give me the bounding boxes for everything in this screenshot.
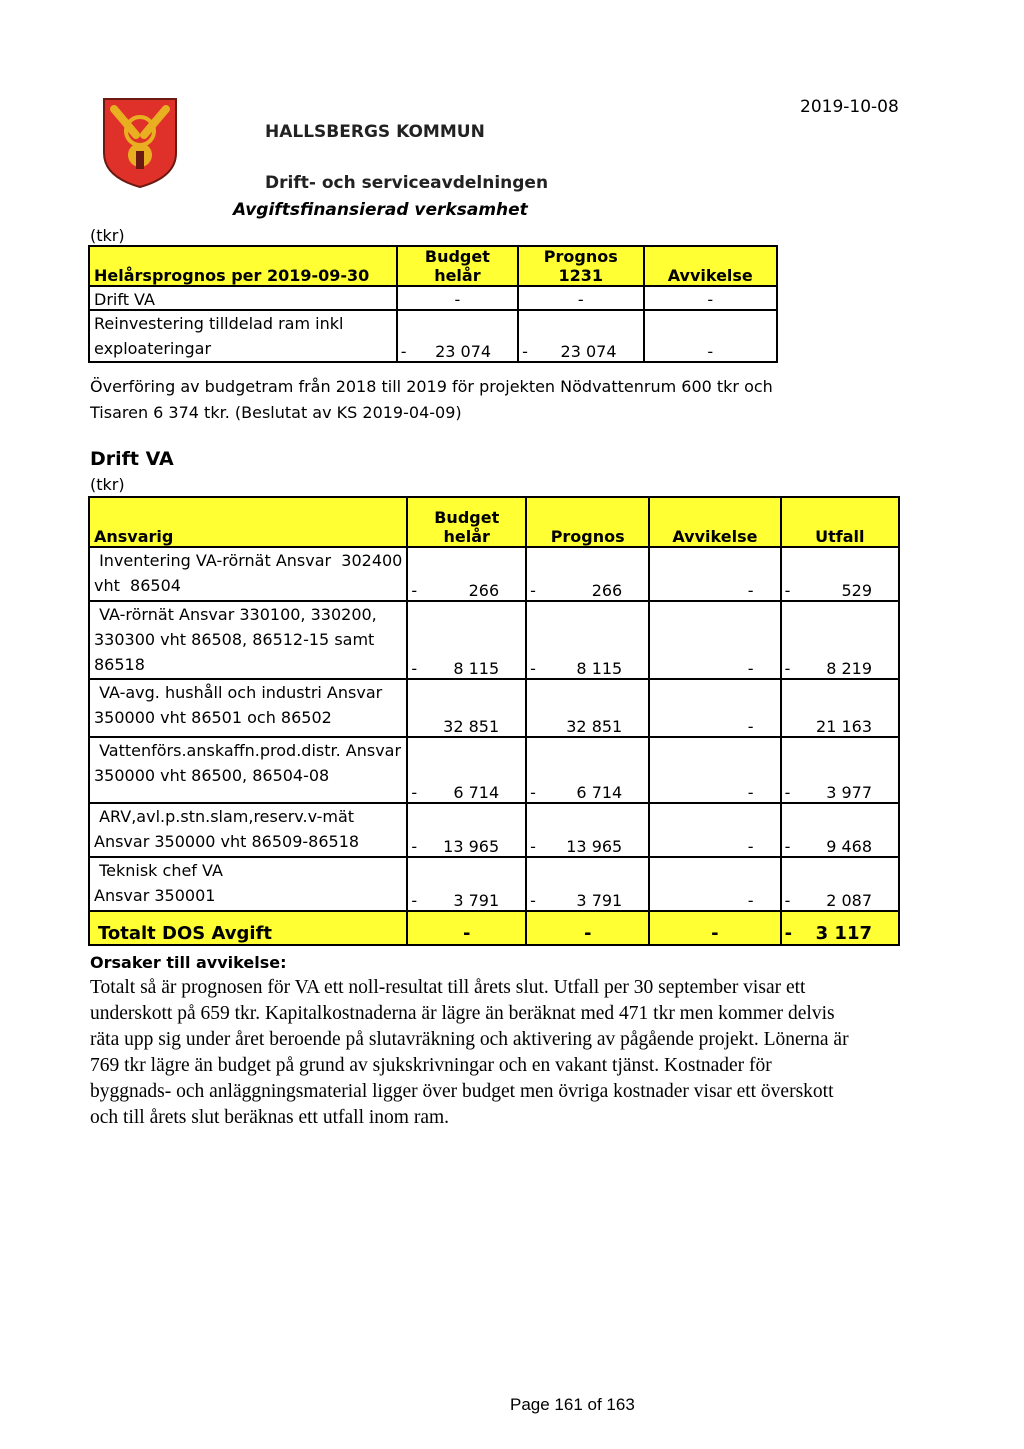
transfer-note bbox=[90, 374, 773, 426]
summary-row bbox=[89, 286, 777, 310]
cell-prognos: 32 851 bbox=[566, 717, 623, 736]
row-label-line: vht 86504 bbox=[94, 576, 181, 595]
cell-avvikelse: - bbox=[747, 891, 754, 910]
detail-header-ansvarig: Ansvarig bbox=[89, 497, 407, 547]
row-label-line: Vattenförs.anskaffn.prod.distr. Ansvar bbox=[94, 741, 402, 760]
detail-header-prognos: Prognos bbox=[526, 497, 649, 547]
table-row bbox=[89, 857, 899, 911]
row-label-line: Ansvar 350001 bbox=[94, 886, 216, 905]
cell-utfall: 3 977 bbox=[826, 783, 872, 802]
detail-header-avvikelse: Avvikelse bbox=[649, 497, 780, 547]
cell-budget: 13 965 bbox=[443, 837, 500, 856]
document-date: 2019-10-08 bbox=[800, 97, 899, 117]
cell-avvikelse: - bbox=[747, 717, 754, 736]
total-budget: - bbox=[407, 911, 526, 945]
municipal-crest bbox=[100, 95, 180, 190]
organization-name: HALLSBERGS KOMMUN bbox=[265, 122, 485, 142]
reasons-line: underskott på 659 tkr. Kapitalkostnaderna är lägre än beräknat med 471 tkr men kommer delvis bbox=[90, 1003, 835, 1024]
negative-sign: - bbox=[784, 783, 791, 802]
cell-prognos: 3 791 bbox=[576, 891, 623, 910]
negative-sign: - bbox=[522, 342, 528, 361]
negative-sign: - bbox=[411, 581, 418, 600]
cell-utfall: 529 bbox=[841, 581, 872, 600]
cell-prognos: 6 714 bbox=[576, 783, 623, 802]
negative-sign: - bbox=[411, 891, 418, 910]
transfer-note-line: Överföring av budgetram från 2018 till 2019 för projekten Nödvattenrum 600 tkr och bbox=[90, 377, 773, 396]
summary-row-budget: - bbox=[397, 286, 518, 310]
negative-sign: - bbox=[530, 891, 536, 910]
table-row bbox=[89, 601, 899, 679]
cell-avvikelse: - bbox=[747, 581, 754, 600]
negative-sign: - bbox=[411, 837, 418, 856]
section-title: Drift VA bbox=[90, 448, 174, 470]
total-avvikelse: - bbox=[649, 911, 780, 945]
negative-sign: - bbox=[530, 783, 536, 802]
table-row bbox=[89, 679, 899, 737]
row-label-line: 350000 vht 86501 och 86502 bbox=[94, 708, 332, 727]
cell-avvikelse: - bbox=[747, 659, 754, 678]
summary-row-label-line: Reinvestering tilldelad ram inkl bbox=[94, 314, 344, 333]
negative-sign: - bbox=[400, 342, 407, 361]
row-label-line: 330300 vht 86508, 86512-15 samt bbox=[94, 630, 375, 649]
negative-sign: - bbox=[784, 891, 791, 910]
summary-header-label: Helårsprognos per 2019-09-30 bbox=[89, 246, 397, 286]
reasons-line: Totalt så är prognosen för VA ett noll-resultat till årets slut. Utfall per 30 september visar ett bbox=[90, 977, 806, 998]
negative-sign: - bbox=[530, 581, 536, 600]
total-utfall: 3 117 bbox=[815, 923, 872, 944]
transfer-note-line: Tisaren 6 374 tkr. (Beslutat av KS 2019-04-09) bbox=[90, 403, 462, 422]
reasons-line: och till årets slut beräknas ett utfall inom ram. bbox=[90, 1107, 450, 1128]
cell-utfall: 21 163 bbox=[816, 717, 872, 736]
negative-sign: - bbox=[530, 837, 536, 856]
total-label: Totalt DOS Avgift bbox=[89, 911, 407, 945]
cell-budget: 3 791 bbox=[453, 891, 500, 910]
cell-prognos: 8 115 bbox=[576, 659, 623, 678]
detail-table bbox=[88, 496, 900, 946]
reasons-line: 769 tkr lägre än budget på grund av sjukskrivningar och en vakant tjänst. Kostnader för bbox=[90, 1055, 772, 1076]
row-label-line: VA-avg. hushåll och industri Ansvar bbox=[94, 683, 383, 702]
detail-header-budget: Budget helår bbox=[407, 497, 526, 547]
reasons-line: räta upp sig under året beroende på slutavräkning och aktivering av pågående projekt. Lönerna är bbox=[90, 1029, 849, 1050]
cell-prognos: 13 965 bbox=[566, 837, 623, 856]
summary-header-prognos: Prognos 1231 bbox=[518, 246, 643, 286]
row-label-line: VA-rörnät Ansvar 330100, 330200, bbox=[94, 605, 377, 624]
row-label-line: ARV,avl.p.stn.slam,reserv.v-mät bbox=[94, 807, 355, 826]
negative-sign: - bbox=[411, 783, 418, 802]
negative-sign: - bbox=[784, 659, 791, 678]
cell-prognos: 266 bbox=[591, 581, 623, 600]
summary-row-label-line: exploateringar bbox=[94, 339, 212, 358]
cell-utfall: 9 468 bbox=[826, 837, 872, 856]
row-label-line: Inventering VA-rörnät Ansvar 302400 bbox=[94, 551, 403, 570]
table-row bbox=[89, 547, 899, 601]
summary-row-prognos: 23 074 bbox=[560, 342, 617, 361]
row-label-line: Ansvar 350000 vht 86509-86518 bbox=[94, 832, 360, 851]
negative-sign: - bbox=[784, 837, 791, 856]
unit-label: (tkr) bbox=[90, 475, 125, 494]
page-subtitle: Avgiftsfinansierad verksamhet bbox=[233, 200, 528, 220]
summary-row-label: Drift VA bbox=[89, 286, 397, 310]
detail-header-utfall: Utfall bbox=[781, 497, 899, 547]
row-label-line: Teknisk chef VA bbox=[94, 861, 223, 880]
department-name: Drift- och serviceavdelningen bbox=[265, 173, 549, 193]
summary-table bbox=[88, 245, 778, 363]
cell-avvikelse: - bbox=[747, 783, 754, 802]
reasons-body bbox=[90, 975, 920, 1131]
cell-budget: 32 851 bbox=[443, 717, 500, 736]
negative-sign: - bbox=[411, 659, 418, 678]
negative-sign: - bbox=[784, 923, 793, 944]
total-row bbox=[89, 911, 899, 945]
summary-header-budget: Budget helår bbox=[397, 246, 518, 286]
cell-utfall: 2 087 bbox=[826, 891, 872, 910]
reasons-line: byggnads- och anläggningsmaterial ligger över budget men övriga kostnader visar ett överskott bbox=[90, 1081, 834, 1102]
cell-budget: 266 bbox=[468, 581, 500, 600]
total-prognos: - bbox=[526, 911, 649, 945]
table-row bbox=[89, 737, 899, 803]
negative-sign: - bbox=[784, 581, 791, 600]
row-label-line: 86518 bbox=[94, 655, 145, 674]
summary-row-budget: 23 074 bbox=[435, 342, 492, 361]
reasons-heading: Orsaker till avvikelse: bbox=[90, 953, 287, 972]
page-number: Page 161 of 163 bbox=[510, 1395, 635, 1414]
summary-row bbox=[89, 310, 777, 362]
cell-budget: 6 714 bbox=[453, 783, 500, 802]
cell-utfall: 8 219 bbox=[826, 659, 872, 678]
negative-sign: - bbox=[530, 659, 536, 678]
summary-header-avvikelse: Avvikelse bbox=[644, 246, 778, 286]
summary-row-prognos: - bbox=[518, 286, 643, 310]
table-row bbox=[89, 803, 899, 857]
unit-label: (tkr) bbox=[90, 226, 125, 245]
cell-avvikelse: - bbox=[747, 837, 754, 856]
summary-row-avvikelse: - bbox=[644, 286, 778, 310]
cell-budget: 8 115 bbox=[453, 659, 500, 678]
summary-row-avvikelse: - bbox=[644, 310, 778, 362]
row-label-line: 350000 vht 86500, 86504-08 bbox=[94, 766, 330, 785]
